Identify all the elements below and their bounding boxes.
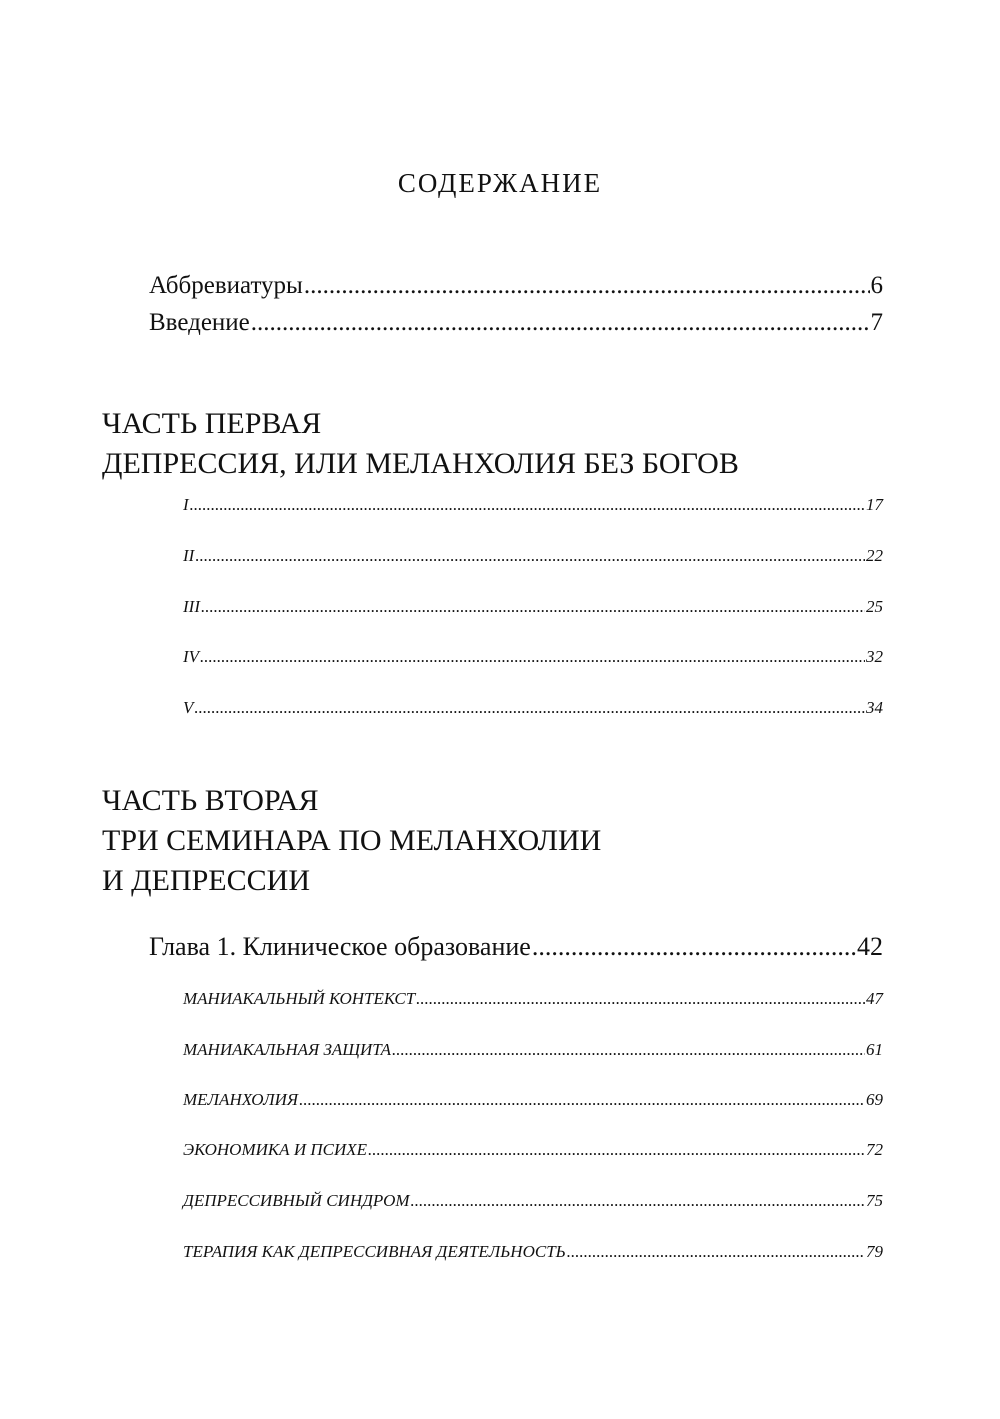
toc-entry[interactable] <box>183 1242 883 1262</box>
toc-entry-page: 61 <box>866 1040 883 1059</box>
toc-entry-label: МАНИАКАЛЬНЫЙ КОНТЕКСТ <box>183 989 416 1008</box>
toc-entry-page: 72 <box>866 1140 883 1159</box>
toc-entry-label: V <box>183 698 194 717</box>
toc-chapter-label: Глава 1. Клиническое образование <box>149 932 531 961</box>
toc-entry-abbreviations[interactable] <box>149 272 883 300</box>
part-two-title-line-1: ТРИ СЕМИНАРА ПО МЕЛАНХОЛИИ <box>102 824 602 857</box>
dot-leader <box>200 647 865 667</box>
toc-entry-label: ТЕРАПИЯ КАК ДЕПРЕССИВНАЯ ДЕЯТЕЛЬНОСТЬ <box>183 1242 566 1261</box>
dot-leader <box>416 989 865 1009</box>
toc-entry[interactable] <box>183 1040 883 1060</box>
dot-leader <box>195 546 865 566</box>
toc-entry[interactable] <box>183 495 883 515</box>
toc-entry-label: ЭКОНОМИКА И ПСИХЕ <box>183 1140 368 1159</box>
toc-entry[interactable] <box>183 1140 883 1160</box>
dot-leader <box>299 1090 865 1110</box>
dot-leader <box>368 1140 865 1160</box>
part-one-number: ЧАСТЬ ПЕРВАЯ <box>102 407 322 440</box>
toc-entry-introduction[interactable] <box>149 309 883 337</box>
toc-chapter-1[interactable] <box>149 932 883 962</box>
toc-entry-page: 17 <box>866 495 883 514</box>
toc-entry[interactable] <box>183 698 883 718</box>
dot-leader <box>392 1040 865 1060</box>
part-two-number: ЧАСТЬ ВТОРАЯ <box>102 784 319 817</box>
toc-entry-page: 25 <box>866 597 883 616</box>
dot-leader <box>201 597 865 617</box>
toc-entry-label: I <box>183 495 189 514</box>
page-title: СОДЕРЖАНИЕ <box>397 168 603 198</box>
part-two-heading <box>102 781 601 901</box>
toc-entry-label: ДЕПРЕССИВНЫЙ СИНДРОМ <box>183 1191 410 1210</box>
dot-leader <box>532 932 856 962</box>
toc-entry[interactable] <box>183 1090 883 1110</box>
dot-leader <box>190 495 865 515</box>
toc-entry-page: 79 <box>866 1242 883 1261</box>
toc-entry-page: 47 <box>866 989 883 1008</box>
dot-leader <box>567 1242 865 1262</box>
dot-leader <box>194 698 865 718</box>
toc-entry-label: МАНИАКАЛЬНАЯ ЗАЩИТА <box>183 1040 392 1059</box>
toc-entry-page: 32 <box>866 647 883 666</box>
toc-entry-page: 22 <box>866 546 883 565</box>
toc-entry-page: 34 <box>866 698 883 717</box>
dot-leader <box>251 309 870 337</box>
toc-entry-label: IV <box>183 647 200 666</box>
toc-chapter-page: 42 <box>857 932 883 961</box>
dot-leader <box>304 272 870 300</box>
dot-leader <box>411 1191 865 1211</box>
toc-entry-page: 6 <box>870 272 883 299</box>
toc-entry[interactable] <box>183 989 883 1009</box>
toc-entry-label: МЕЛАНХОЛИЯ <box>183 1090 299 1109</box>
toc-entry-page: 69 <box>866 1090 883 1109</box>
part-two-title-line-2: И ДЕПРЕССИИ <box>102 864 310 897</box>
toc-entry[interactable] <box>183 546 883 566</box>
toc-entry-page: 75 <box>866 1191 883 1210</box>
toc-entry-label: II <box>183 546 195 565</box>
toc-entry-label: Аббревиатуры <box>149 272 303 299</box>
toc-entry[interactable] <box>183 597 883 617</box>
toc-entry-label: Введение <box>149 309 250 336</box>
part-one-title: ДЕПРЕССИЯ, ИЛИ МЕЛАНХОЛИЯ БЕЗ БОГОВ <box>102 447 739 480</box>
toc-entry[interactable] <box>183 647 883 667</box>
part-one-heading <box>102 404 739 484</box>
toc-entry[interactable] <box>183 1191 883 1211</box>
toc-entry-page: 7 <box>870 309 883 336</box>
toc-entry-label: III <box>183 597 200 616</box>
